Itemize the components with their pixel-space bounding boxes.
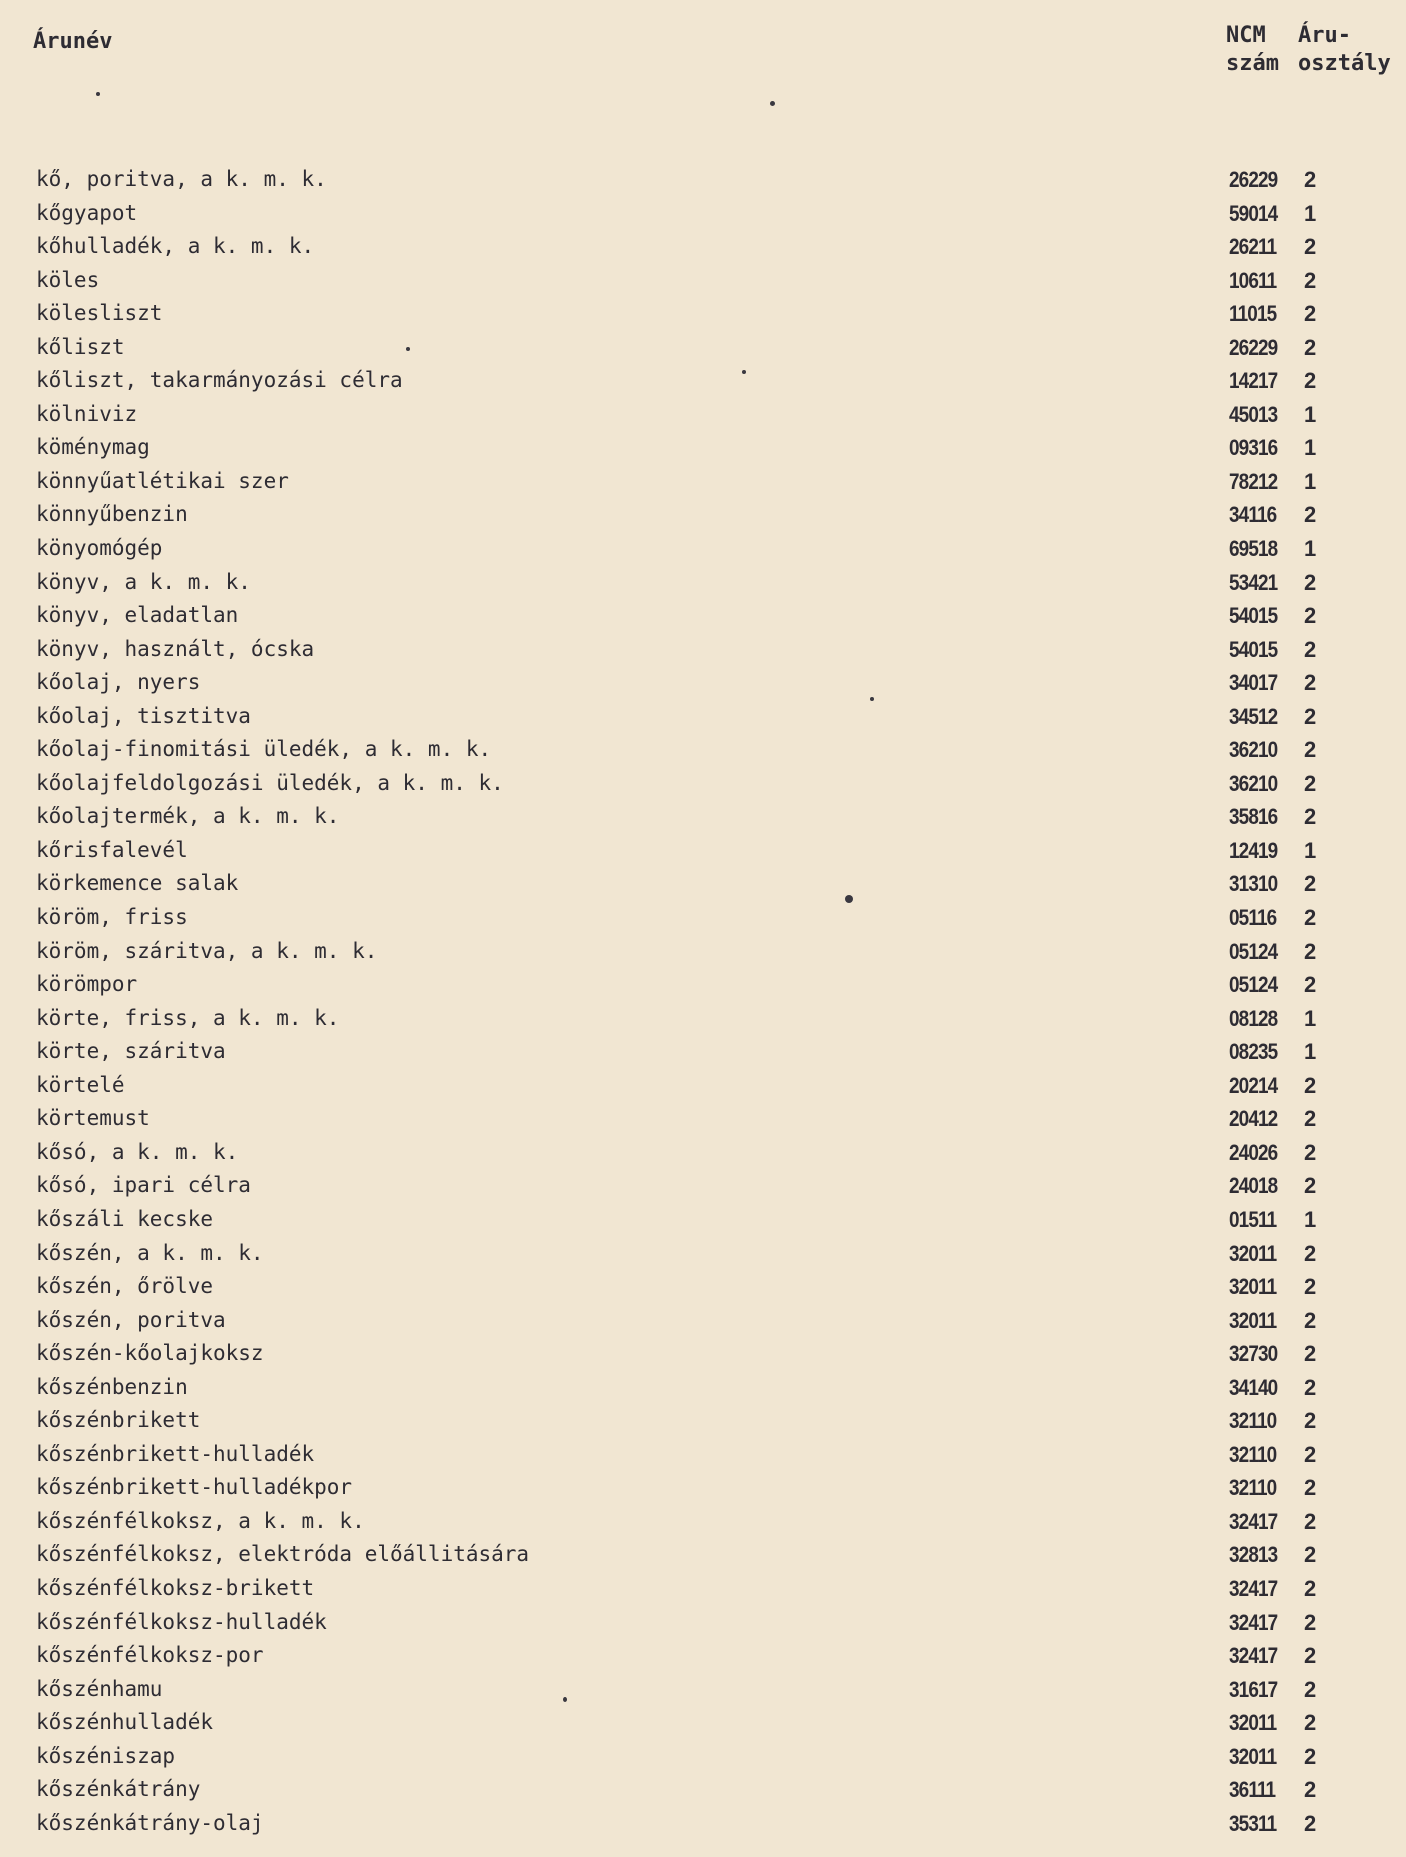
- scan-speck: [406, 347, 410, 351]
- ncm-number: 24018: [1229, 1173, 1278, 1199]
- ncm-number: 05116: [1229, 905, 1277, 931]
- list-item: [0, 1807, 1406, 1841]
- product-class: 2: [1304, 1575, 1317, 1601]
- ncm-number: 34017: [1229, 670, 1278, 696]
- product-class: 2: [1304, 972, 1317, 998]
- ncm-number: 69518: [1229, 536, 1278, 562]
- list-item: [0, 1371, 1406, 1405]
- product-name: könyv, használt, ócska: [36, 636, 315, 661]
- product-class: 2: [1304, 703, 1317, 729]
- list-item: [0, 1337, 1406, 1371]
- ncm-number: 35311: [1229, 1810, 1277, 1836]
- product-name: kőszénkátrány-olaj: [36, 1810, 264, 1835]
- product-name: kősó, a k. m. k.: [36, 1139, 239, 1164]
- product-name: könnyűatlétikai szer: [36, 468, 289, 493]
- product-class: 2: [1304, 1475, 1317, 1501]
- list-item: [0, 700, 1406, 734]
- list-item: [0, 566, 1406, 600]
- product-class: 2: [1304, 737, 1317, 763]
- list-item: [0, 230, 1406, 264]
- list-item: [0, 1237, 1406, 1271]
- product-name: kőszéniszap: [36, 1743, 176, 1768]
- product-name: kőolajfeldolgozási üledék, a k. m. k.: [36, 770, 504, 795]
- list-item: [0, 935, 1406, 969]
- product-class: 2: [1304, 1307, 1317, 1333]
- product-name: kőszénfélkoksz-hulladék: [36, 1609, 327, 1634]
- product-name: kőszénhulladék: [36, 1710, 214, 1735]
- product-name: kőolajtermék, a k. m. k.: [36, 804, 340, 829]
- ncm-number: 20214: [1229, 1072, 1278, 1098]
- product-class: 2: [1304, 1609, 1317, 1635]
- product-class: 2: [1304, 1542, 1317, 1568]
- product-name: körkemence salak: [36, 871, 239, 896]
- list-item: [0, 666, 1406, 700]
- column-header-ncm-number: [1226, 22, 1279, 78]
- product-class: 1: [1304, 536, 1317, 562]
- product-name: körömpor: [36, 972, 138, 997]
- ncm-number: 08128: [1229, 1005, 1278, 1031]
- list-item: [0, 1773, 1406, 1807]
- ncm-number: 32417: [1229, 1508, 1278, 1534]
- list-item: [0, 1203, 1406, 1237]
- ncm-number: 05124: [1229, 972, 1278, 998]
- product-name: könyomógép: [36, 536, 163, 561]
- product-class: 1: [1304, 468, 1317, 494]
- ncm-number: 36210: [1229, 770, 1278, 796]
- list-item: [0, 1002, 1406, 1036]
- list-item: [0, 1673, 1406, 1707]
- product-name: kőszén, őrölve: [36, 1274, 214, 1299]
- list-item: [0, 297, 1406, 331]
- product-class: 2: [1304, 167, 1317, 192]
- product-class: 2: [1304, 234, 1317, 260]
- product-class: 2: [1304, 670, 1317, 696]
- scan-speck: [770, 101, 775, 106]
- ncm-number: 34140: [1229, 1374, 1278, 1400]
- column-header-ncm-line1: NCM: [1226, 23, 1266, 48]
- product-class: 2: [1304, 1274, 1317, 1300]
- product-name: kőszénfélkoksz, elektróda előállitására: [36, 1542, 530, 1567]
- list-item: [0, 599, 1406, 633]
- product-name: könyv, eladatlan: [36, 603, 239, 628]
- product-class: 2: [1304, 267, 1317, 293]
- ncm-number: 35816: [1229, 804, 1278, 830]
- ncm-number: 54015: [1229, 636, 1278, 662]
- product-name: kölniviz: [36, 401, 138, 426]
- column-header-ncm-line2: szám: [1226, 51, 1279, 76]
- ncm-number: 24026: [1229, 1139, 1278, 1165]
- product-class: 2: [1304, 1810, 1317, 1836]
- product-class: 2: [1304, 1643, 1317, 1669]
- product-class: 2: [1304, 1710, 1317, 1736]
- ncm-number: 32011: [1229, 1274, 1277, 1300]
- product-class: 2: [1304, 770, 1317, 796]
- list-item: [0, 364, 1406, 398]
- ncm-number: 32730: [1229, 1341, 1278, 1367]
- list-item: [0, 1169, 1406, 1203]
- list-item: [0, 1471, 1406, 1505]
- product-name: körtemust: [36, 1106, 150, 1131]
- product-class: 2: [1304, 1508, 1317, 1534]
- ncm-number: 08235: [1229, 1039, 1278, 1065]
- ncm-number: 36210: [1229, 737, 1278, 763]
- product-class: 2: [1304, 1173, 1317, 1199]
- product-name: kőgyapot: [36, 200, 138, 225]
- scan-speck: [742, 370, 746, 374]
- column-header-product-name: Árunév: [33, 29, 113, 54]
- ncm-number: 32011: [1229, 1710, 1277, 1736]
- ncm-number: 45013: [1229, 401, 1278, 427]
- list-item: [0, 1606, 1406, 1640]
- scan-speck: [845, 895, 853, 903]
- ncm-number: 14217: [1229, 368, 1278, 394]
- list-item: [0, 1740, 1406, 1774]
- ncm-number: 36111: [1229, 1777, 1276, 1803]
- product-name: kölesliszt: [36, 301, 163, 326]
- product-class: 2: [1304, 569, 1317, 595]
- column-header-class-line1: Áru-: [1298, 23, 1351, 48]
- product-class: 2: [1304, 938, 1317, 964]
- product-name: kőszénfélkoksz, a k. m. k.: [36, 1508, 365, 1533]
- product-name: köménymag: [36, 435, 150, 460]
- product-class: 1: [1304, 200, 1317, 226]
- product-class: 2: [1304, 1106, 1317, 1132]
- list-item: [0, 163, 1406, 197]
- list-item: [0, 1505, 1406, 1539]
- product-name: kő, poritva, a k. m. k.: [36, 167, 327, 191]
- ncm-number: 34512: [1229, 703, 1278, 729]
- list-item: [0, 1404, 1406, 1438]
- list-item: [0, 1136, 1406, 1170]
- ncm-number: 32011: [1229, 1743, 1277, 1769]
- product-class: 1: [1304, 837, 1317, 863]
- product-name: köröm, friss: [36, 905, 188, 930]
- product-name: kőolaj-finomitási üledék, a k. m. k.: [36, 737, 492, 762]
- column-header-product-class: [1298, 22, 1391, 78]
- ncm-number: 31310: [1229, 871, 1278, 897]
- product-name: kőszénbrikett: [36, 1408, 201, 1433]
- list-item: [0, 465, 1406, 499]
- product-class: 2: [1304, 1374, 1317, 1400]
- list-item: [0, 733, 1406, 767]
- product-name: kőolaj, tisztitva: [36, 703, 251, 728]
- product-name: körte, száritva: [36, 1039, 226, 1064]
- ncm-number: 26229: [1229, 334, 1278, 360]
- list-item: [0, 1706, 1406, 1740]
- product-class: 1: [1304, 401, 1317, 427]
- list-item: [0, 197, 1406, 231]
- ncm-number: 32417: [1229, 1575, 1278, 1601]
- product-class: 2: [1304, 301, 1317, 327]
- list-item: [0, 633, 1406, 667]
- product-name: kőszénbrikett-hulladékpor: [36, 1475, 353, 1500]
- list-item: [0, 1639, 1406, 1673]
- list-item: [0, 532, 1406, 566]
- product-name: kőszén, a k. m. k.: [36, 1240, 264, 1265]
- product-name: kőszén, poritva: [36, 1307, 226, 1332]
- ncm-number: 09316: [1229, 435, 1278, 461]
- product-class: 2: [1304, 871, 1317, 897]
- product-class: 1: [1304, 1206, 1317, 1232]
- list-item: [0, 1270, 1406, 1304]
- ncm-number: 34116: [1229, 502, 1277, 528]
- ncm-number: 53421: [1229, 569, 1278, 595]
- product-name: körtelé: [36, 1072, 125, 1097]
- product-class: 2: [1304, 636, 1317, 662]
- list-item: [0, 1035, 1406, 1069]
- scan-speck: [96, 92, 100, 96]
- product-name: kőolaj, nyers: [36, 670, 201, 695]
- product-name: kőszénkátrány: [36, 1777, 201, 1802]
- list-item: [0, 1438, 1406, 1472]
- column-header-class-line2: osztály: [1298, 51, 1391, 76]
- ncm-number: 26229: [1229, 167, 1278, 192]
- scan-speck: [870, 697, 874, 701]
- list-item: [0, 1102, 1406, 1136]
- ncm-number: 10611: [1229, 267, 1277, 293]
- product-name: kőliszt, takarmányozási célra: [36, 368, 403, 393]
- product-class: 2: [1304, 1240, 1317, 1266]
- ncm-number: 32110: [1229, 1475, 1277, 1501]
- product-class: 1: [1304, 435, 1317, 461]
- list-item: [0, 331, 1406, 365]
- ncm-number: 05124: [1229, 938, 1278, 964]
- ncm-number: 32110: [1229, 1441, 1277, 1467]
- ncm-number: 31617: [1229, 1676, 1278, 1702]
- product-name: kősó, ipari célra: [36, 1173, 251, 1198]
- product-name: kőszénbrikett-hulladék: [36, 1441, 315, 1466]
- ncm-number: 26211: [1229, 234, 1277, 260]
- product-name: könnyűbenzin: [36, 502, 188, 527]
- list-item: [0, 264, 1406, 298]
- list-item: [0, 431, 1406, 465]
- ncm-number: 20412: [1229, 1106, 1278, 1132]
- product-class: 1: [1304, 1005, 1317, 1031]
- ncm-number: 32813: [1229, 1542, 1278, 1568]
- ncm-number: 59014: [1229, 200, 1278, 226]
- product-name: kőszénfélkoksz-por: [36, 1643, 264, 1668]
- ncm-number: 32417: [1229, 1609, 1278, 1635]
- ncm-number: 32417: [1229, 1643, 1278, 1669]
- product-class: 2: [1304, 905, 1317, 931]
- list-item: [0, 1572, 1406, 1606]
- product-name: kőszáli kecske: [36, 1206, 214, 1231]
- ncm-number: 01511: [1229, 1206, 1277, 1232]
- product-name: kőszénfélkoksz-brikett: [36, 1575, 315, 1600]
- list-item: [0, 901, 1406, 935]
- ncm-number: 11015: [1229, 301, 1277, 327]
- list-item: [0, 1538, 1406, 1572]
- ncm-number: 12419: [1229, 837, 1278, 863]
- product-name: könyv, a k. m. k.: [36, 569, 251, 594]
- list-item: [0, 968, 1406, 1002]
- product-class: 2: [1304, 368, 1317, 394]
- list-item: [0, 767, 1406, 801]
- product-name: köröm, száritva, a k. m. k.: [36, 938, 378, 963]
- product-class: 2: [1304, 1777, 1317, 1803]
- product-name: kőszénbenzin: [36, 1374, 188, 1399]
- product-class: 2: [1304, 1072, 1317, 1098]
- ncm-number: 78212: [1229, 468, 1278, 494]
- list-item: [0, 1069, 1406, 1103]
- product-name: kőhulladék, a k. m. k.: [36, 234, 315, 259]
- product-class: 2: [1304, 1139, 1317, 1165]
- product-name: köles: [36, 267, 100, 292]
- product-name: kőszén-kőolajkoksz: [36, 1341, 264, 1366]
- product-class: 2: [1304, 502, 1317, 528]
- product-class: 2: [1304, 804, 1317, 830]
- product-name: kőrisfalevél: [36, 837, 188, 862]
- list-item: [0, 834, 1406, 868]
- list-item: [0, 800, 1406, 834]
- product-name: körte, friss, a k. m. k.: [36, 1005, 340, 1030]
- ncm-number: 54015: [1229, 603, 1278, 629]
- product-class: 2: [1304, 1408, 1317, 1434]
- list-item: [0, 498, 1406, 532]
- ncm-number: 32011: [1229, 1240, 1277, 1266]
- scan-speck: [563, 1697, 567, 1702]
- product-class: 2: [1304, 334, 1317, 360]
- list-item: [0, 398, 1406, 432]
- product-class: 2: [1304, 1341, 1317, 1367]
- product-class: 2: [1304, 1743, 1317, 1769]
- product-name: kőliszt: [36, 334, 125, 359]
- product-list: [0, 163, 1406, 1840]
- product-name: kőszénhamu: [36, 1676, 163, 1701]
- list-item: [0, 867, 1406, 901]
- product-class: 1: [1304, 1039, 1317, 1065]
- product-class: 2: [1304, 1441, 1317, 1467]
- ncm-number: 32110: [1229, 1408, 1277, 1434]
- ncm-number: 32011: [1229, 1307, 1277, 1333]
- list-item: [0, 1304, 1406, 1338]
- product-class: 2: [1304, 1676, 1317, 1702]
- product-class: 2: [1304, 603, 1317, 629]
